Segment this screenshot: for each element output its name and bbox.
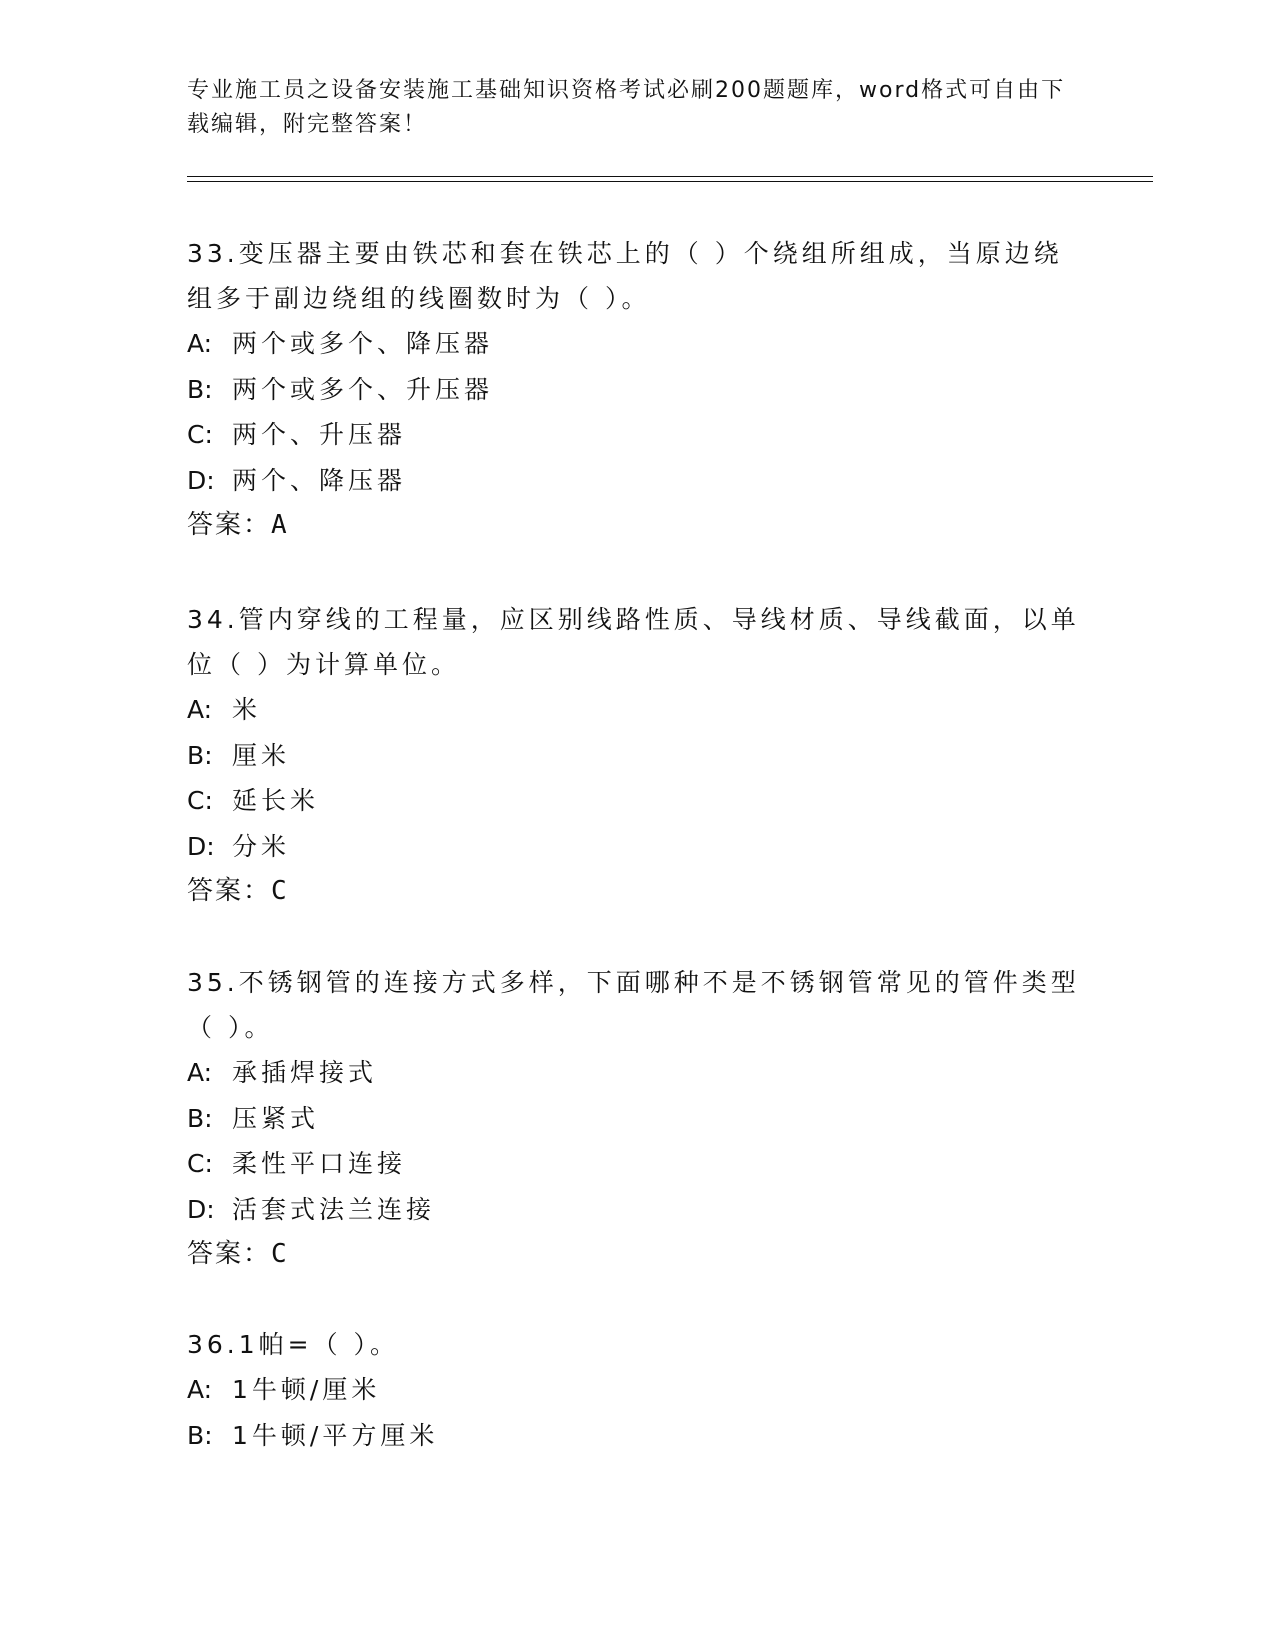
option-a: [187, 1050, 1087, 1096]
option-key: D:: [187, 465, 215, 495]
header-text: 专业施工员之设备安装施工基础知识资格考试必刷200题题库，word格式可自由下载编辑，附完整答案！: [187, 78, 1066, 137]
option-text: 延长米: [232, 786, 320, 815]
option-text: 厘米: [232, 740, 291, 770]
option-text: 分米: [232, 831, 291, 861]
option-key: B:: [187, 740, 213, 770]
option-b: [187, 733, 1087, 779]
option-key: A:: [187, 695, 213, 724]
answer-value: C: [271, 876, 287, 906]
option-text: 两个或多个、降压器: [232, 329, 494, 358]
option-d: [187, 1187, 1087, 1233]
question-stem: 33.变压器主要由铁芯和套在铁芯上的（ ）个绕组所组成，当原边绕组多于副边绕组的线圈数时为（ ）。: [187, 239, 1063, 313]
answer-value: A: [271, 510, 287, 540]
answer-label: 答案：: [187, 876, 272, 906]
option-text: 活套式法兰连接: [232, 1194, 436, 1224]
option-key: A:: [187, 1058, 213, 1087]
answer-line: [187, 503, 1087, 548]
question-stem: 36.1帕=（ ）。: [187, 1330, 400, 1359]
header-divider-bottom: [187, 181, 1153, 182]
option-key: C:: [187, 1149, 213, 1178]
document-header: [187, 74, 1087, 142]
question-34: [187, 597, 1087, 914]
answer-line: [187, 869, 1087, 914]
question-stem: 34.管内穿线的工程量，应区别线路性质、导线材质、导线截面，以单位（ ）为计算单位。: [187, 605, 1080, 679]
option-text: 1牛顿/厘米: [232, 1375, 381, 1404]
option-key: C:: [187, 786, 213, 815]
option-c: [187, 778, 1087, 824]
option-a: [187, 1367, 1087, 1413]
option-key: A:: [187, 329, 213, 358]
answer-label: 答案：: [187, 1239, 272, 1269]
option-text: 两个、升压器: [232, 420, 407, 449]
option-a: [187, 321, 1087, 367]
header-divider-top: [187, 176, 1153, 177]
question-stem: 35.不锈钢管的连接方式多样，下面哪种不是不锈钢管常见的管件类型（ ）。: [187, 968, 1080, 1042]
option-text: 柔性平口连接: [232, 1149, 407, 1178]
option-text: 两个或多个、升压器: [232, 374, 494, 404]
option-key: B:: [187, 374, 213, 404]
option-text: 两个、降压器: [232, 465, 407, 495]
answer-value: C: [271, 1239, 287, 1269]
option-d: [187, 458, 1087, 504]
option-text: 承插焊接式: [232, 1058, 378, 1087]
question-36: [187, 1322, 1087, 1458]
option-key: C:: [187, 420, 213, 449]
option-text: 米: [232, 695, 262, 724]
option-c: [187, 1141, 1087, 1187]
option-key: D:: [187, 1194, 215, 1224]
option-d: [187, 824, 1087, 870]
option-key: D:: [187, 831, 215, 861]
option-text: 压紧式: [232, 1103, 320, 1133]
answer-label: 答案：: [187, 510, 272, 540]
question-35: [187, 960, 1087, 1277]
option-text: 1牛顿/平方厘米: [232, 1420, 439, 1450]
option-key: B:: [187, 1420, 213, 1450]
option-b: [187, 367, 1087, 413]
option-c: [187, 412, 1087, 458]
question-33: [187, 231, 1087, 548]
option-key: A:: [187, 1375, 213, 1404]
option-a: [187, 687, 1087, 733]
option-b: [187, 1413, 1087, 1459]
option-key: B:: [187, 1103, 213, 1133]
option-b: [187, 1096, 1087, 1142]
answer-line: [187, 1232, 1087, 1277]
